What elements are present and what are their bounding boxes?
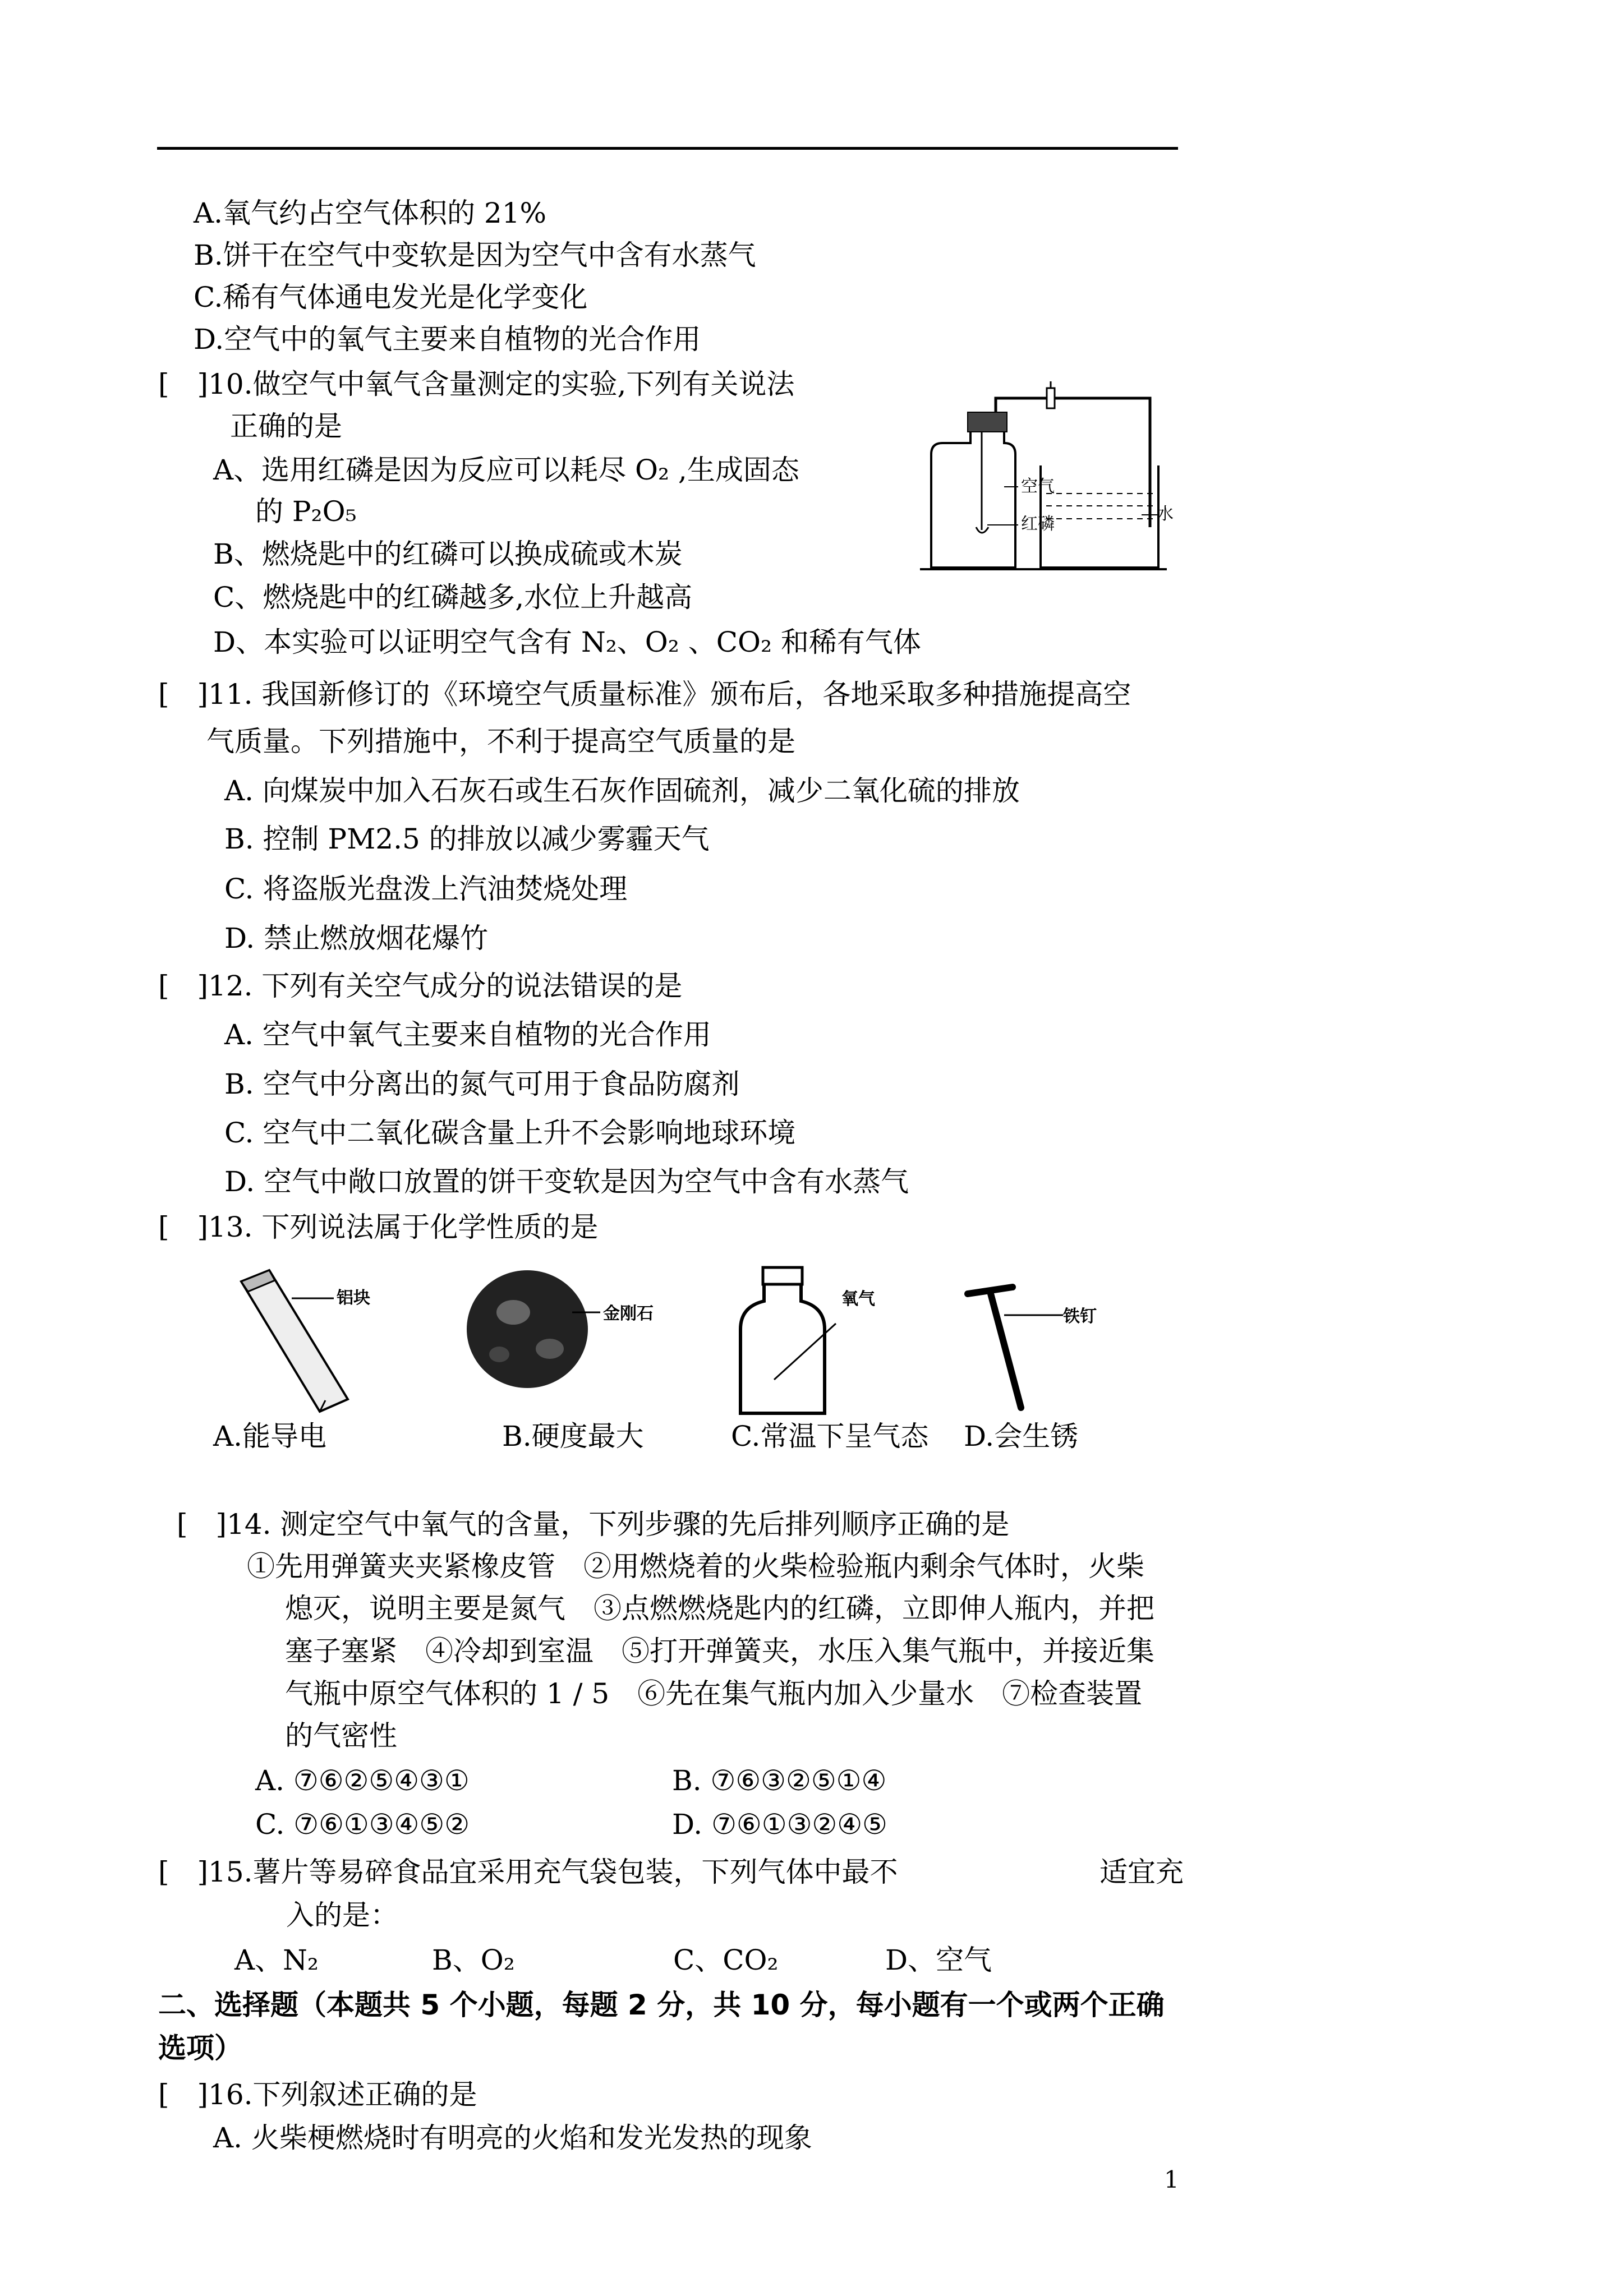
q14-option-a: A. ⑦⑥②⑤④③① xyxy=(255,1764,470,1797)
q13-label-aluminum: 铝块 xyxy=(337,1288,370,1308)
q14-option-b: B. ⑦⑥③②⑤①④ xyxy=(672,1764,887,1797)
q13-stem: [ ]13. 下列说法属于化学性质的是 xyxy=(158,1211,599,1243)
aluminum-block-figure xyxy=(236,1265,359,1416)
page-number: 1 xyxy=(1164,2166,1179,2193)
q10-apparatus-figure xyxy=(920,359,1167,572)
q15-option-a: A、N₂ xyxy=(234,1944,319,1976)
q9-option-c: C.稀有气体通电发光是化学变化 xyxy=(194,281,588,313)
q16-option-a: A. 火柴梗燃烧时有明亮的火焰和发光发热的现象 xyxy=(213,2122,812,2154)
section-2-heading-cont: 选项） xyxy=(158,2032,242,2064)
q10-stem-2: 正确的是 xyxy=(230,410,342,442)
q12-option-c: C. 空气中二氧化碳含量上升不会影响地球环境 xyxy=(224,1117,796,1149)
q14-step-line-2: 熄灭，说明主要是氮气 ③点燃燃烧匙内的红磷，立即伸人瓶内，并把 xyxy=(285,1592,1154,1625)
q14-step-line-4: 气瓶中原空气体积的 1 / 5 ⑥先在集气瓶内加入少量水 ⑦检查装置 xyxy=(285,1677,1143,1710)
q14-step-line-5: 的气密性 xyxy=(285,1719,397,1752)
q13-caption-d: D.会生锈 xyxy=(964,1420,1079,1453)
q13-label-oxygen: 氧气 xyxy=(841,1289,875,1309)
q10-option-c: C、燃烧匙中的红磷越多,水位上升越高 xyxy=(213,581,693,614)
header-rule xyxy=(157,147,1178,150)
q11-stem-1: [ ]11. 我国新修订的《环境空气质量标准》颁布后，各地采取多种措施提高空 xyxy=(158,678,1131,711)
q10-label-air: 空气 xyxy=(1021,477,1055,496)
section-2-heading: 二、选择题（本题共 5 个小题，每题 2 分，共 10 分，每小题有一个或两个正确 xyxy=(158,1989,1165,2021)
q15-stem-2: 入的是： xyxy=(286,1899,398,1931)
q14-option-d: D. ⑦⑥①③②④⑤ xyxy=(672,1808,887,1841)
q12-stem: [ ]12. 下列有关空气成分的说法错误的是 xyxy=(158,970,683,1002)
diamond-figure xyxy=(460,1259,606,1399)
q13-caption-c: C.常温下呈气态 xyxy=(731,1420,929,1453)
q16-stem: [ ]16.下列叙述正确的是 xyxy=(158,2078,477,2111)
q10-option-a-line1: A、选用红磷是因为反应可以耗尽 O₂ ,生成固态 xyxy=(213,454,799,486)
q11-stem-2: 气质量。下列措施中，不利于提高空气质量的是 xyxy=(206,725,795,758)
q13-caption-a: A.能导电 xyxy=(213,1420,327,1453)
q11-option-d: D. 禁止燃放烟花爆竹 xyxy=(224,922,489,955)
q10-option-b: B、燃烧匙中的红磷可以换成硫或木炭 xyxy=(213,538,683,570)
q11-option-a: A. 向煤炭中加入石灰石或生石灰作固硫剂，减少二氧化硫的排放 xyxy=(224,774,1020,807)
q9-option-a: A.氧气约占空气体积的 21% xyxy=(194,197,547,229)
q10-label-water: 水 xyxy=(1157,504,1174,524)
q13-label-diamond: 金刚石 xyxy=(603,1304,654,1324)
oxygen-bottle-figure xyxy=(729,1262,841,1419)
q12-option-b: B. 空气中分离出的氮气可用于食品防腐剂 xyxy=(224,1068,740,1100)
q10-option-a-line2: 的 P₂O₅ xyxy=(255,495,357,528)
q9-option-d: D.空气中的氧气主要来自植物的光合作用 xyxy=(194,323,701,356)
q13-label-nail: 铁钉 xyxy=(1063,1307,1097,1326)
q14-stem: [ ]14. 测定空气中氧气的含量，下列步骤的先后排列顺序正确的是 xyxy=(177,1508,1010,1541)
q10-stem: [ ]10.做空气中氧气含量测定的实验,下列有关说法 xyxy=(158,368,795,400)
q14-step-line-1: ①先用弹簧夹夹紧橡皮管 ②用燃烧着的火柴检验瓶内剩余气体时，火柴 xyxy=(247,1550,1144,1583)
q12-option-a: A. 空气中氧气主要来自植物的光合作用 xyxy=(224,1018,711,1051)
q15-stem-tail: 适宜充 xyxy=(1099,1856,1184,1888)
q11-option-c: C. 将盗版光盘泼上汽油焚烧处理 xyxy=(224,873,628,905)
q14-step-line-3: 塞子塞紧 ④冷却到室温 ⑤打开弹簧夹，水压入集气瓶中，并接近集 xyxy=(285,1635,1154,1667)
q15-option-d: D、空气 xyxy=(885,1944,992,1976)
q10-label-phosphorus: 红磷 xyxy=(1021,514,1055,534)
q15-option-c: C、CO₂ xyxy=(673,1944,779,1976)
q11-option-b: B. 控制 PM2.5 的排放以减少雾霾天气 xyxy=(224,823,710,855)
q12-option-d: D. 空气中敞口放置的饼干变软是因为空气中含有水蒸气 xyxy=(224,1165,909,1198)
q13-caption-b: B.硬度最大 xyxy=(502,1420,644,1453)
iron-nail-figure xyxy=(959,1281,1071,1416)
q9-option-b: B.饼干在空气中变软是因为空气中含有水蒸气 xyxy=(194,239,756,271)
q15-option-b: B、O₂ xyxy=(432,1944,515,1976)
q15-stem: [ ]15.薯片等易碎食品宜采用充气袋包装，下列气体中最不 xyxy=(158,1856,898,1888)
q14-option-c: C. ⑦⑥①③④⑤② xyxy=(255,1808,470,1841)
q10-option-d: D、本实验可以证明空气含有 N₂、O₂ 、CO₂ 和稀有气体 xyxy=(213,626,921,658)
